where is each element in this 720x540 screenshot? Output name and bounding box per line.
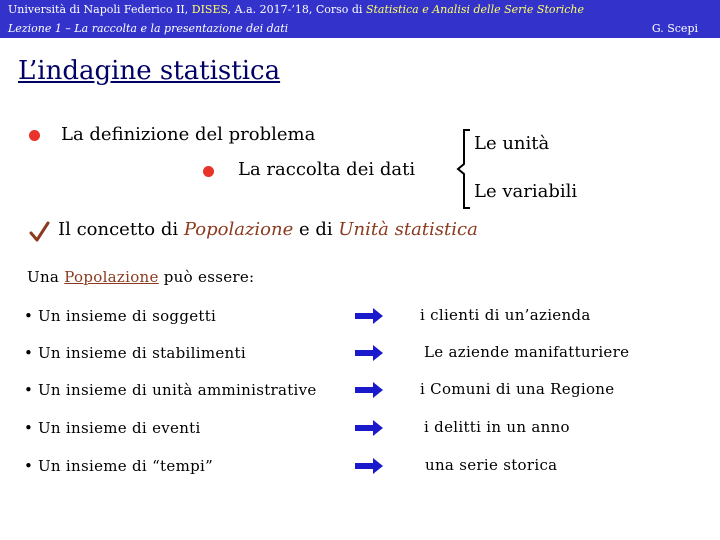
checkmark-icon xyxy=(28,220,50,244)
bullet-icon: • xyxy=(24,419,33,437)
right-arrow-icon xyxy=(355,458,383,474)
row-right-text: i Comuni di una Regione xyxy=(420,380,615,398)
row-left-text: Un insieme di eventi xyxy=(37,419,201,437)
list-item xyxy=(24,343,246,362)
right-arrow-icon xyxy=(355,382,383,398)
intro-term: Popolazione xyxy=(64,268,159,286)
concept-term-unit: Unità statistica xyxy=(338,219,478,240)
course-name: Statistica e Analisi delle Serie Storiche xyxy=(365,3,585,16)
concept-term-population: Popolazione xyxy=(183,219,294,240)
right-arrow-icon xyxy=(355,345,383,361)
list-item xyxy=(24,456,213,475)
concept-line xyxy=(58,219,478,240)
brace-icon xyxy=(452,126,476,212)
bullet-icon: • xyxy=(24,381,33,399)
right-arrow-icon xyxy=(355,308,383,324)
row-right-text: i clienti di un’azienda xyxy=(420,306,591,324)
row-right-text: Le aziende manifatturiere xyxy=(424,343,630,361)
red-dot-icon xyxy=(203,166,214,177)
row-left-text: Un insieme di stabilimenti xyxy=(37,344,246,362)
list-item xyxy=(24,380,317,399)
red-dot-icon xyxy=(29,130,40,141)
bullet-icon: • xyxy=(24,457,33,475)
header-bar xyxy=(0,0,720,38)
concept-middle: e di xyxy=(299,219,333,240)
population-intro xyxy=(27,268,254,286)
topic-data-collection: La raccolta dei dati xyxy=(238,159,416,180)
bullet-icon: • xyxy=(24,344,33,362)
header-line-1 xyxy=(8,3,584,16)
lecture-title: Lezione 1 – La raccolta e la presentazione dei dati xyxy=(8,22,289,35)
row-left-text: Un insieme di “tempi” xyxy=(37,457,214,475)
row-left-text: Un insieme di soggetti xyxy=(37,307,217,325)
author-name: G. Scepi xyxy=(651,22,698,35)
list-item xyxy=(24,418,201,437)
row-left-text: Un insieme di unità amministrative xyxy=(37,381,317,399)
brace-item-variables: Le variabili xyxy=(474,181,578,202)
topic-problem-definition: La definizione del problema xyxy=(61,124,316,145)
row-right-text: i delitti in un anno xyxy=(424,418,570,436)
concept-prefix: Il concetto di xyxy=(58,219,179,240)
university-text: Università di Napoli Federico II, xyxy=(8,3,189,16)
slide-title: L’indagine statistica xyxy=(18,56,281,86)
brace-item-units: Le unità xyxy=(474,133,550,154)
academic-year-text: , A.a. 2017-’18, Corso di xyxy=(227,3,363,16)
right-arrow-icon xyxy=(355,420,383,436)
intro-prefix: Una xyxy=(27,268,60,286)
row-right-text: una serie storica xyxy=(425,456,558,474)
department-text: DISES xyxy=(191,3,228,16)
bullet-icon: • xyxy=(24,307,33,325)
intro-suffix: può essere: xyxy=(163,268,255,286)
list-item xyxy=(24,306,216,325)
